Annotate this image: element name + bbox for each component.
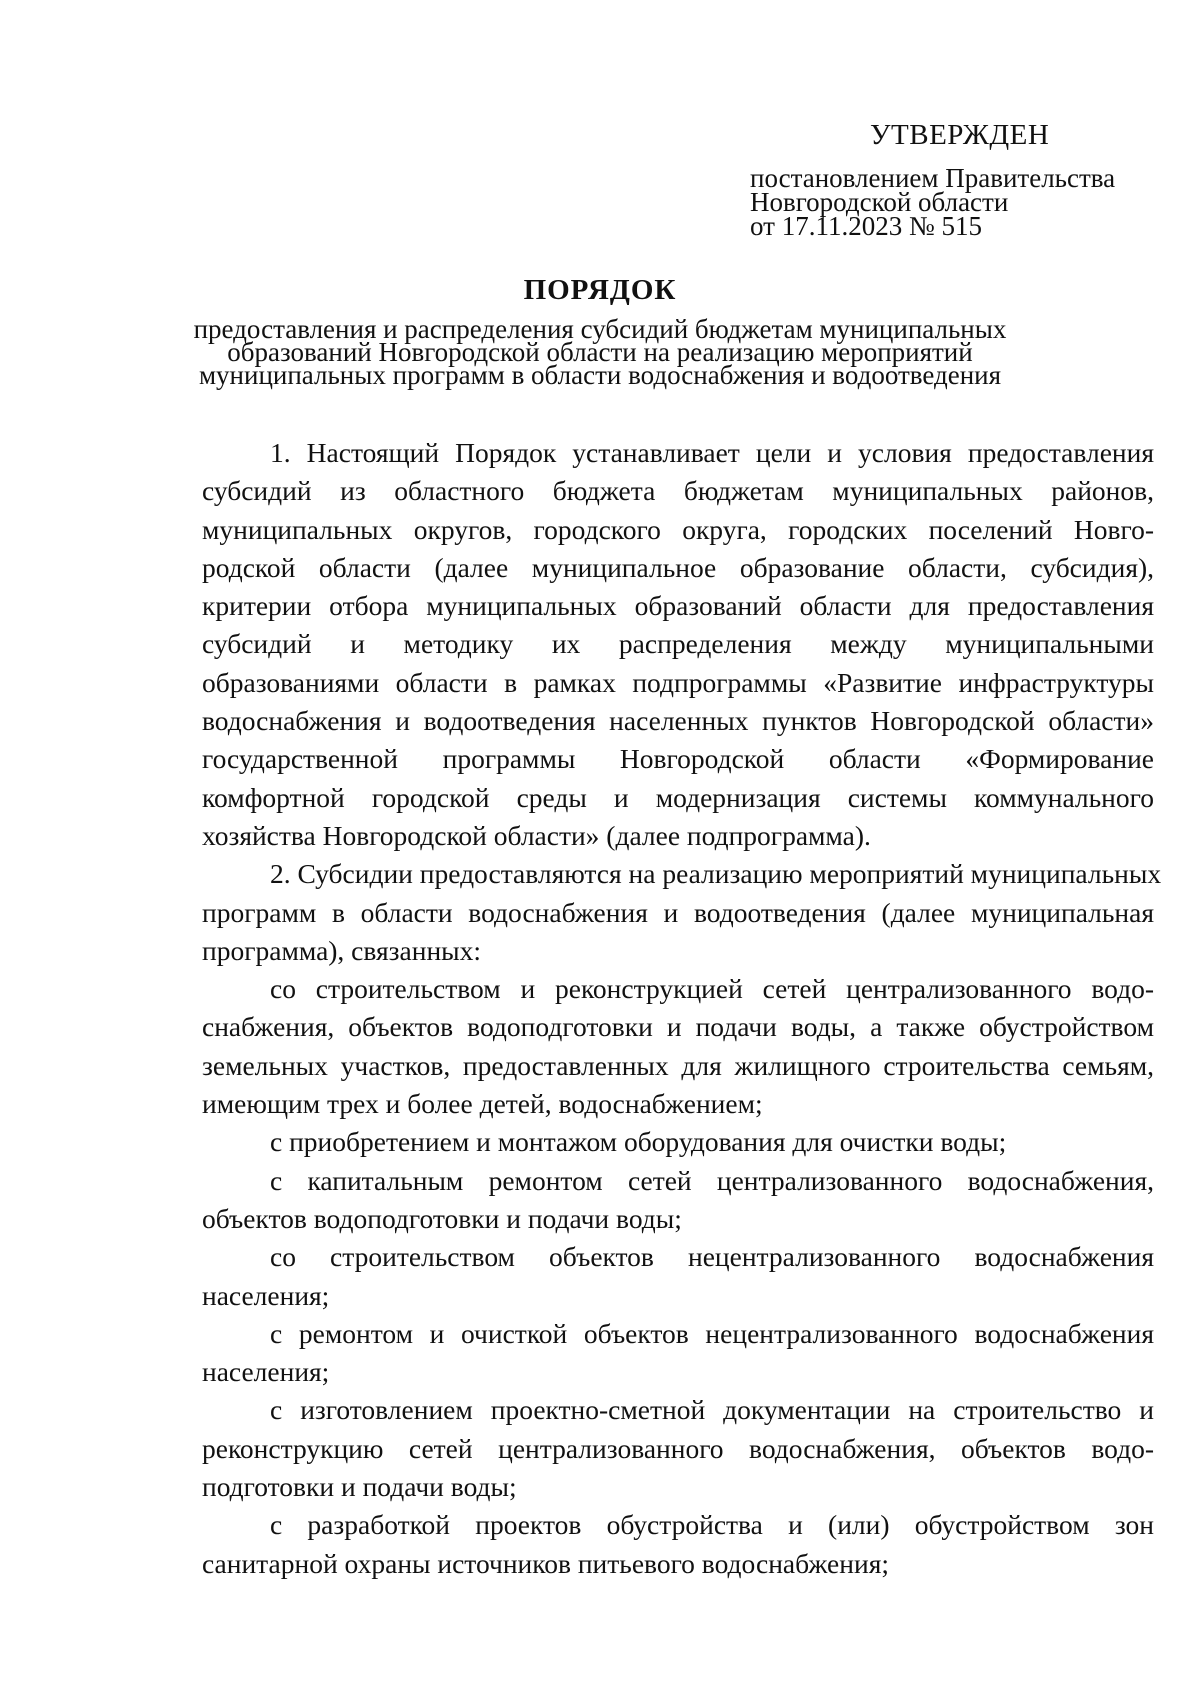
body-line: подготовки и подачи воды;	[202, 1471, 517, 1503]
body-line: субсидий и методику их распределения между муниципальными	[202, 628, 1154, 660]
subtitle-line: образований Новгородской области на реализацию мероприятий	[227, 337, 973, 367]
document-subtitle	[150, 314, 1050, 390]
body-line: с разработкой проектов обустройства и (или) обустройством зон	[270, 1509, 1154, 1541]
document-body	[202, 434, 1162, 1583]
body-line: со строительством и реконструкцией сетей централизованного водо-	[270, 973, 1154, 1005]
approval-line: Новгородской области	[750, 187, 1009, 217]
approval-line: от 17.11.2023 № 515	[750, 211, 982, 241]
body-line: водоснабжения и водоотведения населенных пунктов Новгородской области»	[202, 705, 1154, 737]
subtitle-line: предоставления и распределения субсидий бюджетам муниципальных	[193, 314, 1007, 344]
body-line: государственной программы Новгородской области «Формирование	[202, 743, 1154, 775]
body-line: с капитальным ремонтом сетей централизованного водоснабжения,	[270, 1164, 1154, 1196]
body-line: 2. Субсидии предоставляются на реализацию мероприятий муниципальных	[270, 858, 1162, 890]
body-line: программа), связанных:	[202, 934, 482, 966]
body-line: с изготовлением проектно-сметной документации на строительство и	[270, 1394, 1154, 1426]
body-line: земельных участков, предоставленных для жилищного строительства семьям,	[202, 1049, 1154, 1081]
body-line: реконструкцию сетей централизованного водоснабжения, объектов водо-	[202, 1432, 1154, 1464]
subtitle-line: муниципальных программ в области водоснабжения и водоотведения	[198, 360, 1002, 390]
body-line: населения;	[202, 1356, 330, 1388]
body-line: субсидий из областного бюджета бюджетам муниципальных районов,	[202, 475, 1154, 507]
approval-title: УТВЕРЖДЕН	[870, 119, 1050, 151]
approval-stamp	[750, 118, 1170, 241]
body-line: со строительством объектов нецентрализованного водоснабжения	[270, 1241, 1154, 1273]
body-line: родской области (далее муниципальное образование области, субсидия),	[202, 551, 1154, 583]
body-line: объектов водоподготовки и подачи воды;	[202, 1202, 682, 1234]
body-line: образованиями области в рамках подпрограммы «Развитие инфраструктуры	[202, 666, 1154, 698]
body-line: снабжения, объектов водоподготовки и подачи воды, а также обустройством	[202, 1011, 1154, 1043]
approval-details	[750, 163, 1170, 241]
body-line: с приобретением и монтажом оборудования для очистки воды;	[270, 1126, 1007, 1158]
body-line: 1. Настоящий Порядок устанавливает цели и условия предоставления	[270, 437, 1154, 468]
body-line: критерии отбора муниципальных образований области для предоставления	[202, 590, 1154, 622]
body-line: хозяйства Новгородской области» (далее подпрограмма).	[202, 819, 871, 851]
body-line: комфортной городской среды и модернизация системы коммунального	[202, 781, 1154, 813]
body-line: санитарной охраны источников питьевого водоснабжения;	[202, 1547, 889, 1579]
body-line: с ремонтом и очисткой объектов нецентрализованного водоснабжения	[270, 1317, 1154, 1349]
body-line: программ в области водоснабжения и водоотведения (далее муниципальная	[202, 896, 1154, 928]
approval-line: постановлением Правительства	[750, 163, 1116, 193]
body-line: муниципальных округов, городского округа, городских поселений Новго-	[202, 513, 1154, 545]
document-title: ПОРЯДОК	[523, 274, 677, 306]
body-line: имеющим трех и более детей, водоснабжением;	[202, 1088, 763, 1120]
body-line: населения;	[202, 1279, 330, 1311]
